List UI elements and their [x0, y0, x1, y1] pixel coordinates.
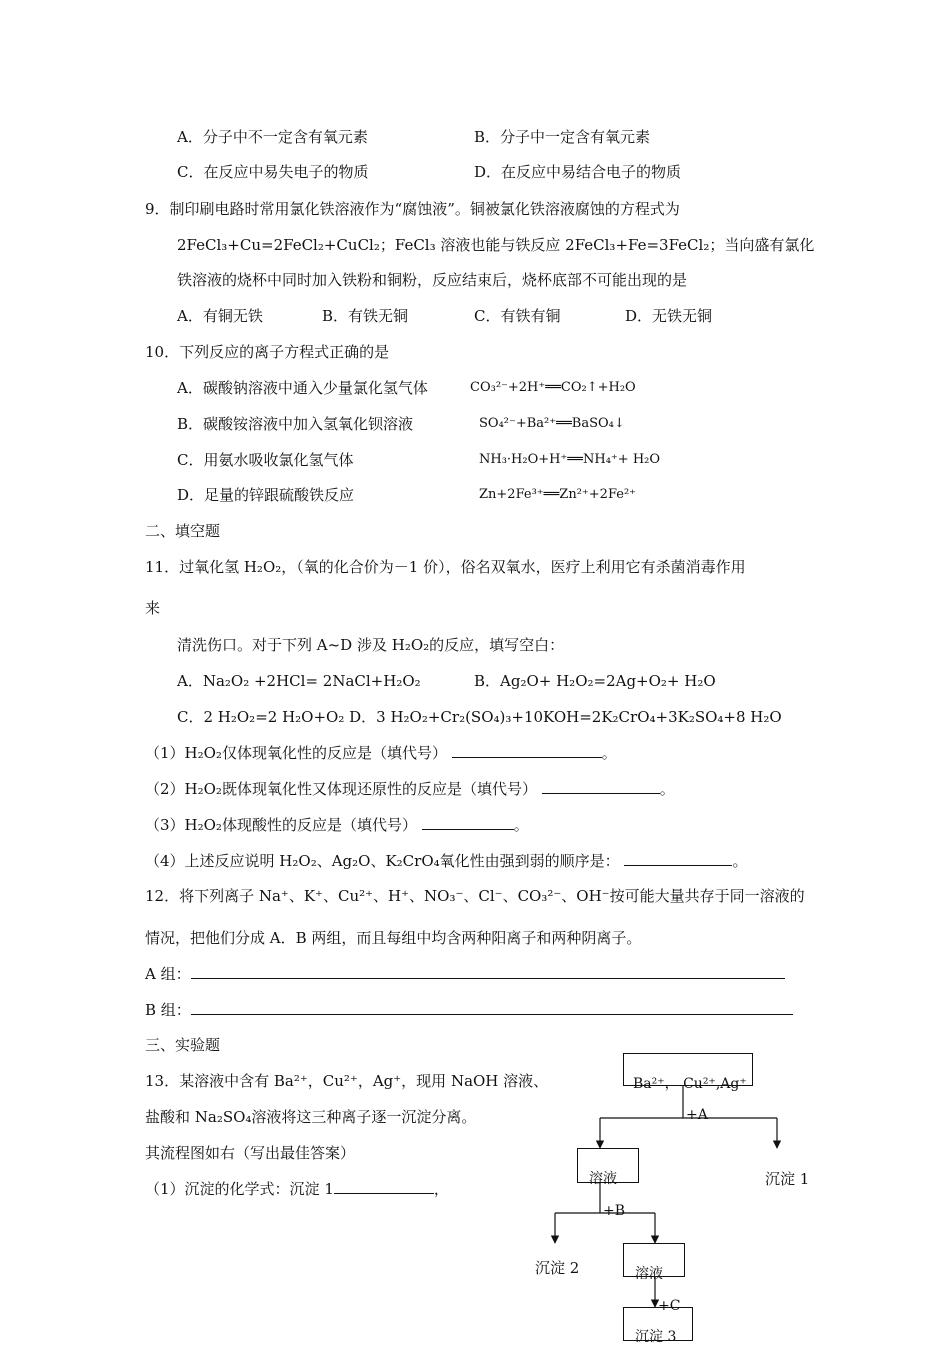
q9-question-line: 铁溶液的烧杯中同时加入铁粉和铜粉，反应结束后，烧杯底部不可能出现的是	[177, 271, 688, 289]
q11-stem: 11．过氧化氢 H₂O₂，（氧的化合价为－1 价），俗名双氧水，医疗上利用它有杀菌消毒作用	[145, 558, 746, 576]
q10-option-b-equation: SO₄²⁻+Ba²⁺══BaSO₄↓	[479, 416, 625, 431]
flow-precip3-label: 沉淀 3	[635, 1329, 677, 1345]
q10-option-c-equation: NH₃·H₂O+H⁺══NH₄⁺+ H₂O	[479, 452, 661, 467]
q11-option-cd: C．2 H₂O₂=2 H₂O+O₂ D．3 H₂O₂+Cr₂(SO₄)₃+10KOH=2K₂CrO₄+3K₂SO₄+8 H₂O	[177, 708, 782, 726]
q8-option-c: C．在反应中易失电子的物质	[177, 163, 369, 181]
q12-stem: 12．将下列离子 Na⁺、K⁺、Cu²⁺、H⁺、NO₃⁻、Cl⁻、CO₃²⁻、OH⁻按可能大量共存于同一溶液的	[145, 887, 805, 905]
q13-instruction: 其流程图如右（写出最佳答案）	[145, 1144, 356, 1162]
q8-option-d: D．在反应中易结合电子的物质	[474, 163, 682, 181]
q10-option-a-equation: CO₃²⁻+2H⁺══CO₂↑+H₂O	[470, 380, 636, 395]
section-fill-in-heading: 二、填空题	[145, 522, 221, 540]
q11-sub1-period: 。	[601, 744, 617, 762]
q11-sub2-text: （2）H₂O₂既体现氧化性又体现还原性的反应是（填代号）	[145, 780, 537, 798]
flow-step-a-label: +A	[686, 1107, 708, 1123]
flow-solution1-label: 溶液	[589, 1171, 617, 1187]
q10-option-c-text: C．用氨水吸收氯化氢气体	[177, 451, 354, 469]
q10-option-d-equation: Zn+2Fe³⁺══Zn²⁺+2Fe²⁺	[479, 487, 637, 502]
section-experiment-heading: 三、实验题	[145, 1036, 221, 1054]
q9-option-a: A．有铜无铁	[177, 307, 263, 325]
q10-option-b-text: B．碳酸铵溶液中加入氢氧化钡溶液	[177, 415, 414, 433]
q8-option-b: B．分子中一定含有氧元素	[474, 128, 651, 146]
q12-group-b-label: B 组：	[145, 1001, 191, 1019]
q10-option-d-text: D．足量的锌跟硫酸铁反应	[177, 486, 355, 504]
q11-option-b: B．Ag₂O+ H₂O₂=2Ag+O₂+ H₂O	[474, 672, 716, 690]
q9-option-c: C．有铁有铜	[474, 307, 561, 325]
flow-step-c-label: +C	[658, 1298, 681, 1314]
q13-sub1-comma: ，	[433, 1180, 449, 1198]
flow-solution2-label: 溶液	[635, 1266, 663, 1282]
q9-option-d: D．无铁无铜	[625, 307, 713, 325]
flow-precip2-label: 沉淀 2	[535, 1259, 580, 1277]
flow-step-b-label: +B	[603, 1203, 626, 1219]
q11-option-a: A．Na₂O₂ +2HCl= 2NaCl+H₂O₂	[177, 672, 421, 690]
q11-sub4-period: 。	[732, 852, 748, 870]
flow-precip1-label: 沉淀 1	[765, 1170, 810, 1188]
q11-instruction: 清洗伤口。对于下列 A~D 涉及 H₂O₂的反应，填写空白：	[177, 636, 565, 654]
q9-stem: 9．制印刷电路时常用氯化铁溶液作为“腐蚀液”。铜被氯化铁溶液腐蚀的方程式为	[145, 200, 680, 218]
q10-option-a-text: A．碳酸钠溶液中通入少量氯化氢气体	[177, 379, 428, 397]
q11-stem-wrap: 来	[145, 599, 161, 617]
q9-equation-line: 2FeCl₃+Cu=2FeCl₂+CuCl₂；FeCl₃ 溶液也能与铁反应 2FeCl₃+Fe=3FeCl₂；当向盛有氯化	[177, 236, 815, 254]
q13-stem: 13．某溶液中含有 Ba²⁺，Cu²⁺，Ag⁺，现用 NaOH 溶液、	[145, 1072, 549, 1090]
flow-start-label: Ba²⁺， Cu²⁺,Ag⁺	[633, 1076, 747, 1092]
q11-sub3-text: （3）H₂O₂体现酸性的反应是（填代号）	[145, 816, 417, 834]
q12-group-a-label: A 组：	[145, 965, 191, 983]
q11-sub2-period: 。	[659, 780, 675, 798]
q11-sub4-text: （4）上述反应说明 H₂O₂、Ag₂O、K₂CrO₄氧化性由强到弱的顺序是：	[145, 852, 620, 870]
q9-option-b: B．有铁无铜	[322, 307, 409, 325]
q11-sub3-period: 。	[513, 816, 529, 834]
q10-stem: 10．下列反应的离子方程式正确的是	[145, 343, 390, 361]
q13-sub1-text: （1）沉淀的化学式：沉淀 1	[145, 1180, 334, 1198]
q8-option-a: A．分子中不一定含有氧元素	[177, 128, 368, 146]
q11-sub1-text: （1）H₂O₂仅体现氧化性的反应是（填代号）	[145, 744, 447, 762]
q12-stem-wrap: 情况，把他们分成 A．B 两组，而且每组中均含两种阳离子和两种阴离子。	[145, 929, 642, 947]
q13-stem-wrap: 盐酸和 Na₂SO₄溶液将这三种离子逐一沉淀分离。	[145, 1108, 477, 1126]
